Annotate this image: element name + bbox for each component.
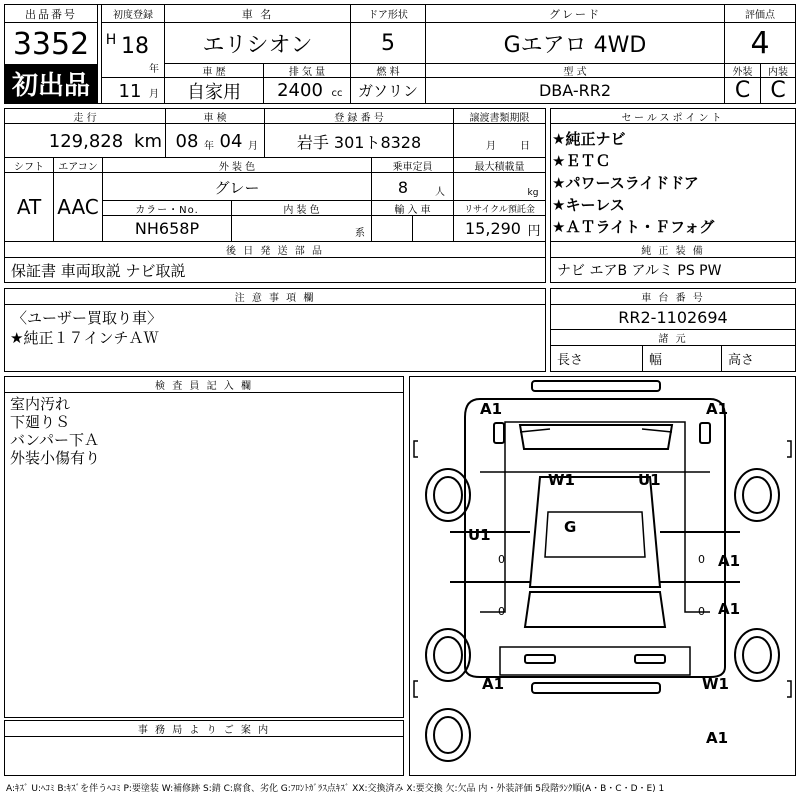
load-label: 最大積載量 xyxy=(474,161,525,172)
inspection-month: 04 xyxy=(219,130,243,152)
chassis-label: 車 台 番 号 xyxy=(641,293,705,304)
recycle-unit: 円 xyxy=(527,223,541,238)
spec-label: 諸 元 xyxy=(658,334,688,345)
damage-mark: W1 xyxy=(548,471,575,489)
inspector-line: 外装小傷有り xyxy=(10,449,101,467)
history-label: 車 歴 xyxy=(202,67,226,77)
color-value: グレー xyxy=(214,178,260,197)
sales-point-item: ★ＡＴライト・Ｆフォグ xyxy=(552,218,715,236)
parts-value: 保証書 車両取説 ナビ取説 xyxy=(11,261,186,280)
exterior-grade-label: 外装 xyxy=(732,67,753,77)
score-label: 評価点 xyxy=(745,10,775,21)
inspector-line: 下廻りＳ xyxy=(10,413,71,431)
inspection-label: 車 検 xyxy=(203,112,227,123)
interior-grade-label: 内装 xyxy=(768,67,788,77)
height-label: 高さ xyxy=(728,352,755,368)
office-label: 事 務 局 よ り ご 案 内 xyxy=(137,725,271,736)
transfer-label: 譲渡書類期限 xyxy=(469,112,530,123)
capacity-label: 乗車定員 xyxy=(392,161,433,172)
registration-label: 初度登録 xyxy=(113,10,153,21)
zero-mark: 0 xyxy=(498,605,505,618)
sales-points-label: セールスポイント xyxy=(621,112,725,123)
exterior-grade: C xyxy=(734,78,751,103)
mileage-label: 走 行 xyxy=(73,112,97,123)
load-unit: kg xyxy=(527,188,539,198)
month-unit: 月 xyxy=(149,88,159,100)
recycle-label: リサイクル預託金 xyxy=(464,204,535,215)
displacement-label: 排 気 量 xyxy=(288,67,326,77)
grade-label: グレード xyxy=(549,7,601,21)
interior-color-unit: 系 xyxy=(355,227,365,238)
sales-point-item: ★ＥＴＣ xyxy=(552,152,611,170)
mileage-value: 129,828 xyxy=(48,130,124,152)
inspection-month-unit: 月 xyxy=(248,140,258,152)
damage-mark: G xyxy=(564,518,577,536)
sales-point-item: ★キーレス xyxy=(552,196,625,214)
displacement-unit: cc xyxy=(331,87,343,99)
aircon-value: AAC xyxy=(57,195,99,219)
interior-color-label: 内 装 色 xyxy=(283,204,320,215)
zero-mark: 0 xyxy=(698,553,705,566)
damage-mark: A1 xyxy=(706,729,729,747)
color-label: 外 装 色 xyxy=(218,161,256,172)
damage-mark: U1 xyxy=(468,526,491,544)
grade-value: Gエアロ 4WD xyxy=(503,32,647,58)
displacement-value: 2400 xyxy=(277,80,323,101)
sales-point-item: ★純正ナビ xyxy=(552,130,626,148)
damage-mark: W1 xyxy=(702,675,729,693)
lot-number: 3352 xyxy=(12,26,90,62)
legend: A:ｷｽﾞ U:ﾍｺﾐ B:ｷｽﾞを伴うﾍｺﾐ P:要塗装 W:補修跡 S:錆 C:腐食、劣化 G:ﾌﾛﾝﾄｶﾞﾗｽ点ｷｽﾞ XX:交換済み X:要交換 欠:欠品 内・外装評価 5段階ﾗﾝｸ順(A・B・C・D・E) 1 xyxy=(6,783,665,794)
zero-mark: 0 xyxy=(698,605,705,618)
inspector-label: 検 査 員 記 入 欄 xyxy=(155,381,253,392)
zero-mark: 0 xyxy=(498,553,505,566)
inspection-year: 08 xyxy=(175,130,199,152)
equipment-label: 純 正 装 備 xyxy=(641,246,705,257)
damage-mark: U1 xyxy=(638,471,661,489)
chassis-number: RR2-1102694 xyxy=(618,307,728,327)
inspection-year-unit: 年 xyxy=(204,140,214,152)
shift-label: シフト xyxy=(14,161,44,172)
length-label: 長さ xyxy=(557,352,584,368)
inspector-line: バンパー下Ａ xyxy=(10,431,99,449)
sales-point-item: ★パワースライドドア xyxy=(552,174,699,192)
damage-mark: A1 xyxy=(718,552,741,570)
parts-label: 後 日 発 送 部 品 xyxy=(226,246,324,257)
registration-year: 18 xyxy=(121,33,149,59)
shift-value: AT xyxy=(16,195,42,219)
registration-era: H xyxy=(105,32,117,48)
year-unit: 年 xyxy=(149,63,159,74)
color-no-value: NH658P xyxy=(134,218,200,238)
car-name-label: 車 名 xyxy=(241,7,274,21)
fuel-label: 燃 料 xyxy=(376,67,400,77)
mileage-unit: km xyxy=(134,130,162,152)
first-listing-badge: 初出品 xyxy=(5,64,97,103)
damage-mark: A1 xyxy=(480,400,503,418)
lot-label: 出品番号 xyxy=(25,7,77,21)
caution-line: 〈ユーザー買取り車〉 xyxy=(12,309,163,327)
import-label: 輸 入 車 xyxy=(394,204,431,215)
capacity-value: 8 xyxy=(397,177,409,197)
plate-value: 岩手 301ト8328 xyxy=(296,132,422,152)
plate-label: 登 録 番 号 xyxy=(334,112,384,123)
doors-value: 5 xyxy=(381,30,395,56)
car-name: エリシオン xyxy=(202,32,313,58)
fuel-value: ガソリン xyxy=(357,82,418,100)
model-value: DBA-RR2 xyxy=(538,81,612,100)
aircon-label: エアコン xyxy=(58,161,98,172)
equipment-value: ナビ エアB アルミ PS PW xyxy=(557,263,722,279)
sales-points-list xyxy=(552,128,792,238)
interior-grade: C xyxy=(770,78,786,103)
recycle-value: 15,290 xyxy=(465,218,521,238)
history-value: 自家用 xyxy=(187,81,241,103)
damage-mark: A1 xyxy=(718,600,741,618)
color-no-label: カラー・No. xyxy=(135,204,199,215)
capacity-unit: 人 xyxy=(435,186,445,198)
caution-label: 注 意 事 項 欄 xyxy=(234,293,316,304)
transfer-day-unit: 日 xyxy=(520,140,530,152)
width-label: 幅 xyxy=(649,352,663,368)
inspector-line: 室内汚れ xyxy=(10,395,71,413)
caution-line: ★純正１７インチＡＷ xyxy=(10,329,159,347)
car-damage-diagram xyxy=(410,377,795,775)
transfer-month-unit: 月 xyxy=(486,140,496,152)
damage-mark: A1 xyxy=(482,675,505,693)
damage-mark: A1 xyxy=(706,400,729,418)
model-label: 型 式 xyxy=(563,67,587,77)
score-value: 4 xyxy=(750,25,770,61)
registration-month: 11 xyxy=(118,80,142,102)
doors-label: ドア形状 xyxy=(368,10,408,21)
